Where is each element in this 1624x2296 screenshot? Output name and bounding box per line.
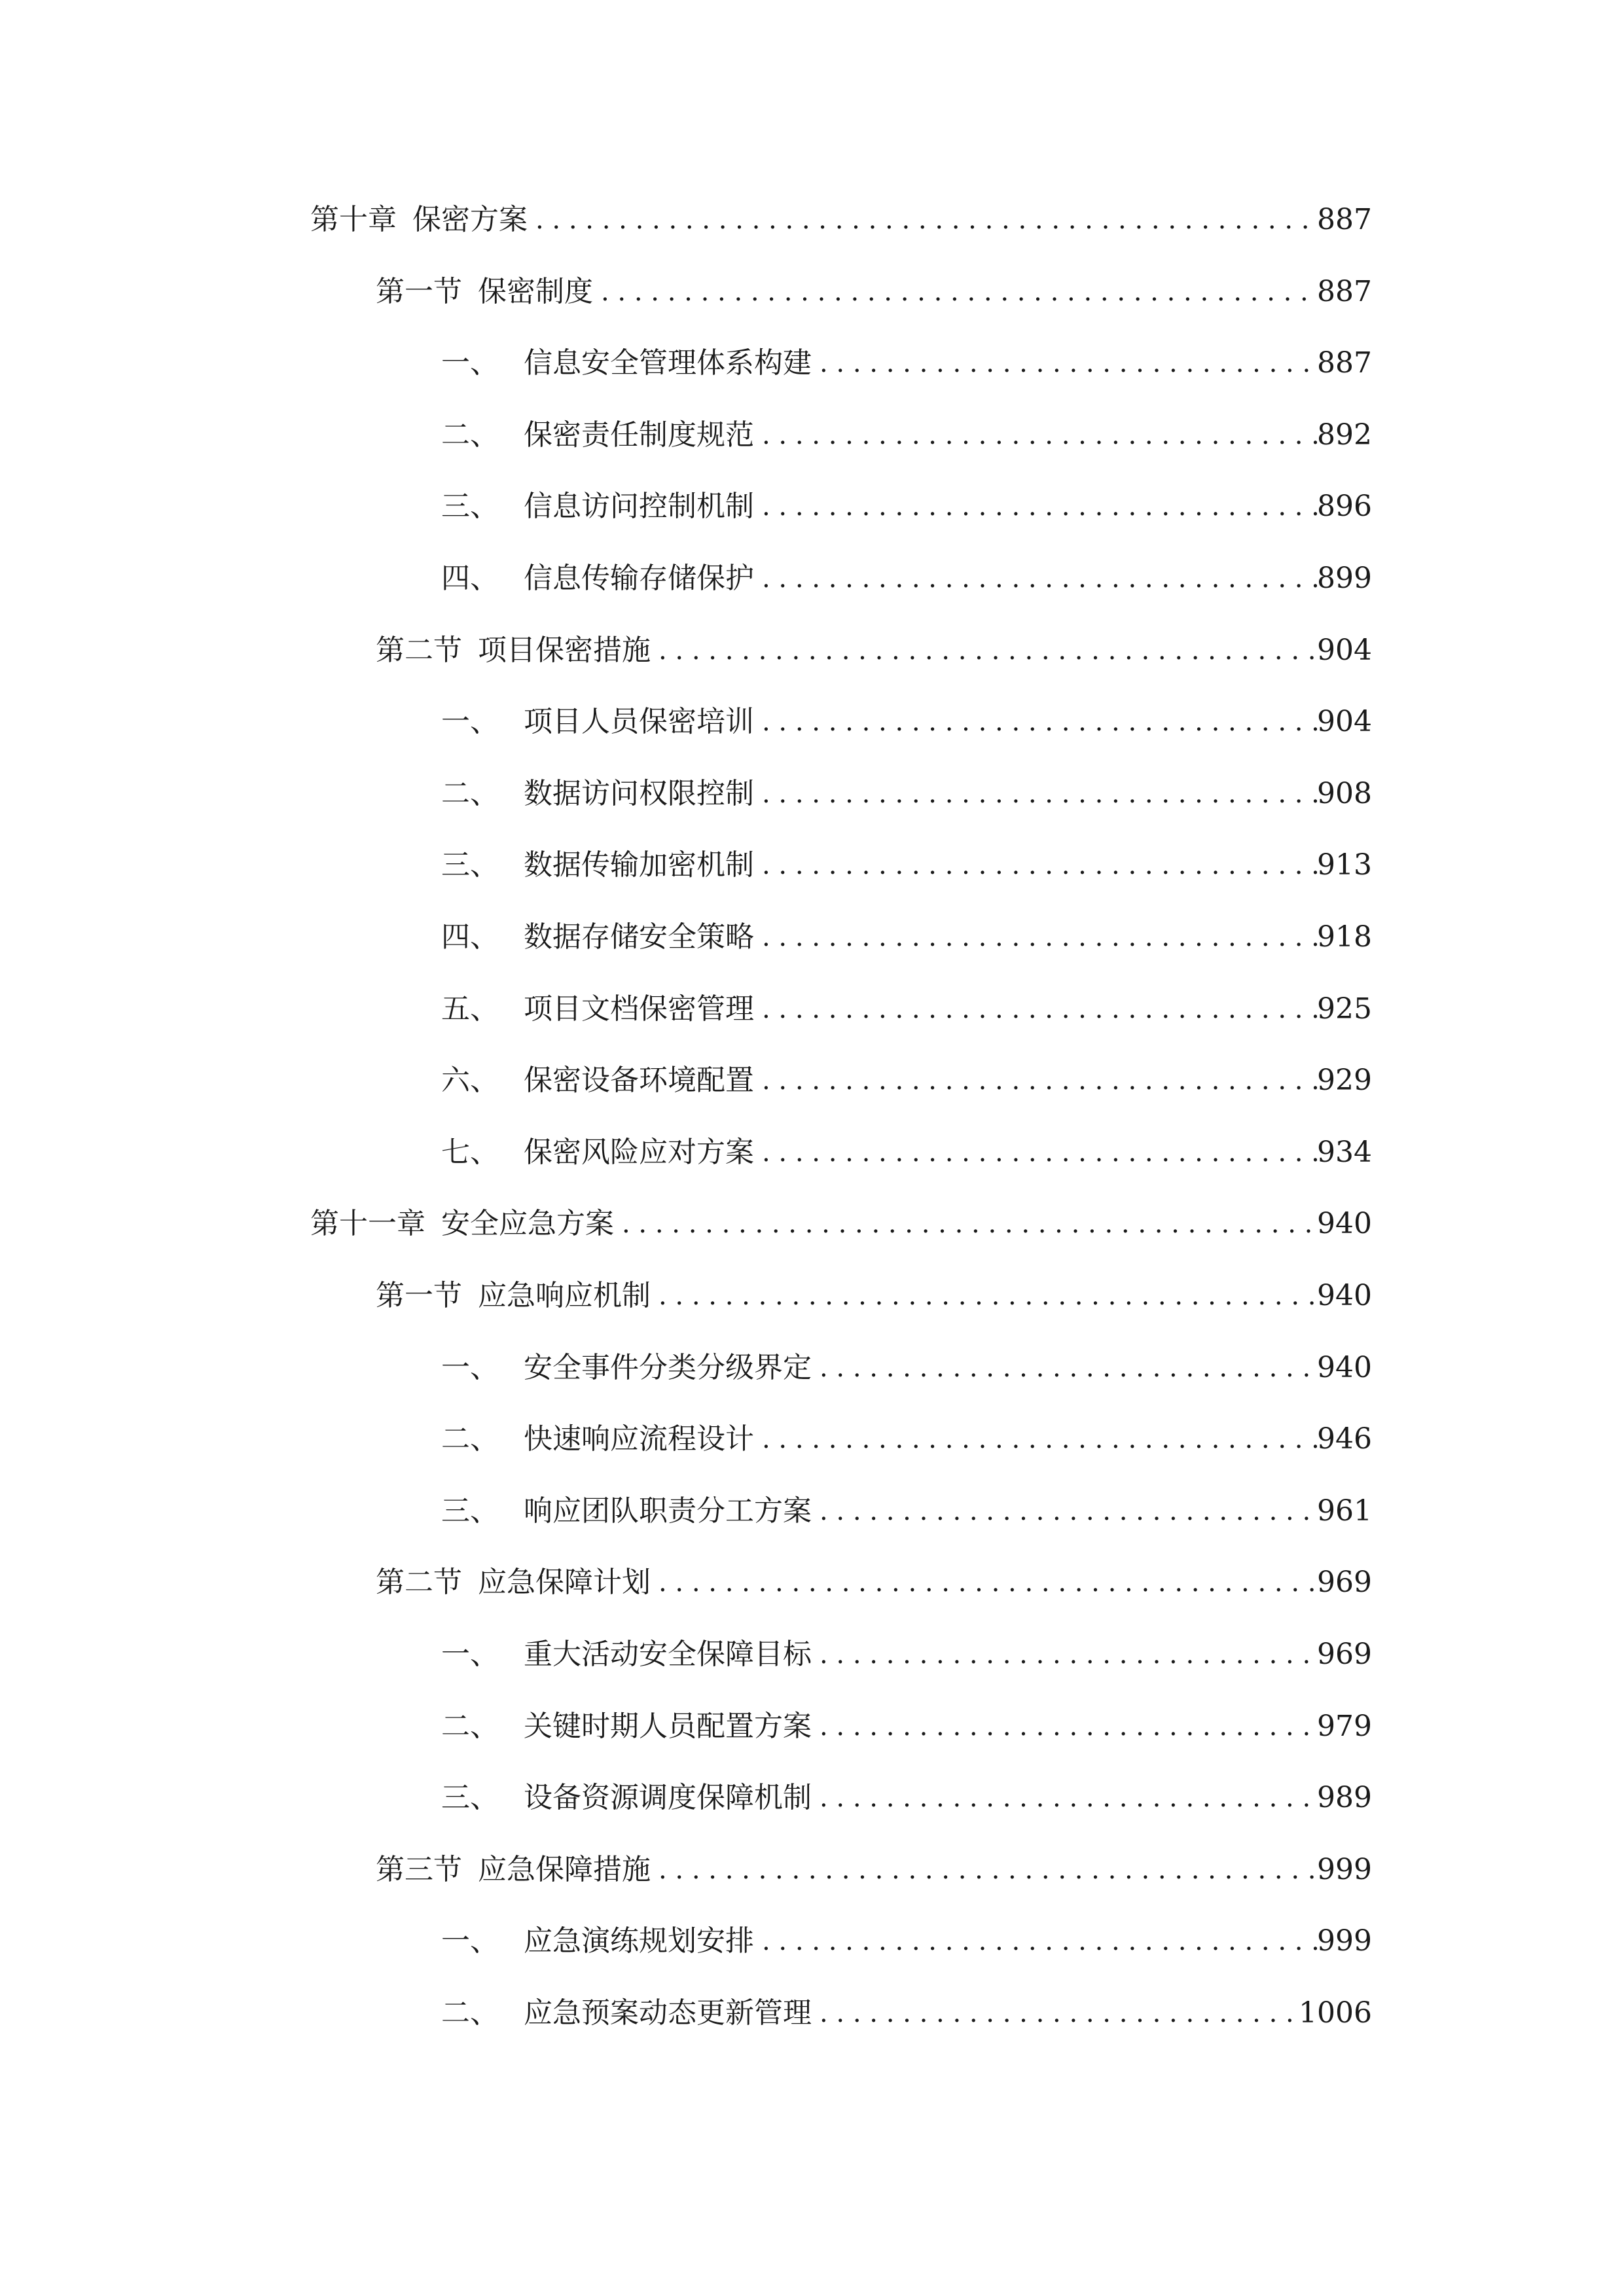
toc-entry-number: 一、: [441, 705, 499, 738]
toc-dot-leader: [528, 196, 1317, 243]
toc-entry-number: 三、: [441, 1494, 499, 1528]
toc-entry-page-number: 989: [1317, 1781, 1372, 1814]
toc-entry-page-number: 913: [1317, 848, 1372, 882]
toc-dot-leader: [651, 1846, 1317, 1893]
toc-entry-title: 应急预案动态更新管理: [524, 1996, 812, 2030]
toc-entry-page-number: 887: [1317, 346, 1372, 380]
toc-dot-leader: [754, 986, 1317, 1033]
toc-entry-title: 保密风险应对方案: [524, 1136, 754, 1169]
toc-entry-section[interactable]: [376, 627, 1372, 674]
toc-entry-number: 第十章: [310, 203, 397, 236]
toc-entry-title: 重大活动安全保障目标: [524, 1638, 812, 1671]
toc-entry-number: 第二节: [376, 1566, 462, 1599]
toc-entry-page-number: 940: [1317, 1207, 1372, 1240]
toc-entry-title: 安全事件分类分级界定: [524, 1351, 812, 1384]
toc-entry-title: 信息安全管理体系构建: [524, 346, 812, 380]
toc-entry-item[interactable]: [441, 1774, 1372, 1821]
toc-entry-page-number: 908: [1317, 777, 1372, 810]
toc-entry-title: 设备资源调度保障机制: [524, 1781, 812, 1814]
toc-dot-leader: [754, 1057, 1317, 1104]
toc-entry-page-number: 896: [1317, 490, 1372, 523]
toc-entry-page-number: 904: [1317, 705, 1372, 738]
toc-dot-leader: [593, 268, 1317, 315]
toc-entry-title: 保密责任制度规范: [524, 418, 754, 452]
toc-entry-page-number: 887: [1317, 275, 1372, 308]
toc-entry-item[interactable]: [441, 1918, 1372, 1965]
toc-entry-number: 六、: [441, 1064, 499, 1097]
toc-dot-leader: [812, 1703, 1317, 1750]
toc-entry-page-number: 892: [1317, 418, 1372, 452]
toc-dot-leader: [754, 914, 1317, 961]
toc-entry-number: 一、: [441, 346, 499, 380]
toc-entry-page-number: 999: [1317, 1924, 1372, 1958]
toc-dot-leader: [754, 842, 1317, 889]
toc-entry-page-number: 940: [1317, 1351, 1372, 1384]
toc-entry-title: 数据传输加密机制: [524, 848, 754, 882]
toc-entry-item[interactable]: [441, 1488, 1372, 1535]
toc-dot-leader: [651, 627, 1317, 674]
toc-entry-item[interactable]: [441, 1416, 1372, 1463]
toc-dot-leader: [754, 770, 1317, 817]
toc-entry-chapter[interactable]: [310, 1200, 1372, 1247]
toc-dot-leader: [812, 1488, 1317, 1535]
toc-dot-leader: [812, 340, 1317, 387]
toc-dot-leader: [812, 1631, 1317, 1678]
toc-entry-item[interactable]: [441, 1703, 1372, 1750]
toc-entry-page-number: 946: [1317, 1422, 1372, 1456]
toc-entry-title: 安全应急方案: [441, 1207, 614, 1240]
toc-entry-title: 信息传输存储保护: [524, 562, 754, 595]
toc-entry-page-number: 940: [1317, 1279, 1372, 1312]
toc-entry-title: 数据访问权限控制: [524, 777, 754, 810]
toc-entry-number: 一、: [441, 1924, 499, 1958]
toc-entry-item[interactable]: [441, 1990, 1372, 2037]
toc-dot-leader: [754, 1129, 1317, 1176]
toc-dot-leader: [754, 555, 1317, 602]
toc-dot-leader: [754, 483, 1317, 530]
toc-entry-page-number: 969: [1317, 1566, 1372, 1599]
toc-entry-title: 数据存储安全策略: [524, 920, 754, 954]
toc-entry-item[interactable]: [441, 698, 1372, 745]
toc-entry-item[interactable]: [441, 1344, 1372, 1391]
toc-entry-number: 二、: [441, 777, 499, 810]
toc-entry-number: 一、: [441, 1351, 499, 1384]
toc-entry-title: 快速响应流程设计: [524, 1422, 754, 1456]
toc-dot-leader: [754, 1918, 1317, 1965]
toc-entry-title: 应急响应机制: [478, 1279, 651, 1312]
toc-dot-leader: [754, 1416, 1317, 1463]
toc-entry-page-number: 918: [1317, 920, 1372, 954]
toc-dot-leader: [614, 1200, 1317, 1247]
toc-entry-number: 二、: [441, 418, 499, 452]
toc-entry-page-number: 999: [1317, 1853, 1372, 1886]
toc-entry-page-number: 1006: [1299, 1996, 1372, 2030]
toc-entry-title: 应急保障措施: [478, 1853, 651, 1886]
toc-dot-leader: [812, 1344, 1317, 1391]
toc-entry-number: 四、: [441, 920, 499, 954]
toc-dot-leader: [812, 1990, 1299, 2037]
toc-dot-leader: [651, 1272, 1317, 1319]
toc-entry-number: 三、: [441, 848, 499, 882]
toc-entry-title: 项目保密措施: [478, 634, 651, 667]
toc-entry-item[interactable]: [441, 412, 1372, 459]
toc-entry-title: 保密制度: [478, 275, 593, 308]
toc-entry-item[interactable]: [441, 1129, 1372, 1176]
toc-entry-title: 关键时期人员配置方案: [524, 1710, 812, 1743]
toc-entry-number: 第一节: [376, 1279, 462, 1312]
toc-entry-page-number: 969: [1317, 1638, 1372, 1671]
toc-entry-title: 应急演练规划安排: [524, 1924, 754, 1958]
toc-entry-item[interactable]: [441, 1057, 1372, 1104]
toc-entry-number: 五、: [441, 992, 499, 1026]
toc-entry-number: 第十一章: [310, 1207, 425, 1240]
toc-entry-item[interactable]: [441, 770, 1372, 817]
toc-entry-item[interactable]: [441, 914, 1372, 961]
toc-entry-section[interactable]: [376, 268, 1372, 315]
toc-entry-page-number: 904: [1317, 634, 1372, 667]
toc-entry-number: 二、: [441, 1422, 499, 1456]
toc-entry-page-number: 934: [1317, 1136, 1372, 1169]
toc-entry-title: 项目人员保密培训: [524, 705, 754, 738]
toc-dot-leader: [651, 1559, 1317, 1606]
toc-entry-number: 第三节: [376, 1853, 462, 1886]
toc-dot-leader: [754, 412, 1317, 459]
toc-entry-title: 项目文档保密管理: [524, 992, 754, 1026]
toc-entry-item[interactable]: [441, 842, 1372, 889]
toc-entry-number: 一、: [441, 1638, 499, 1671]
toc-entry-number: 二、: [441, 1996, 499, 2030]
toc-entry-item[interactable]: [441, 555, 1372, 602]
toc-entry-section[interactable]: [376, 1559, 1372, 1606]
toc-entry-number: 四、: [441, 562, 499, 595]
toc-entry-number: 第一节: [376, 275, 462, 308]
toc-entry-section[interactable]: [376, 1272, 1372, 1319]
toc-entry-title: 保密设备环境配置: [524, 1064, 754, 1097]
toc-entry-item[interactable]: [441, 986, 1372, 1033]
toc-entry-number: 七、: [441, 1136, 499, 1169]
toc-entry-number: 第二节: [376, 634, 462, 667]
toc-entry-number: 二、: [441, 1710, 499, 1743]
toc-entry-item[interactable]: [441, 483, 1372, 530]
toc-entry-number: 三、: [441, 490, 499, 523]
toc-entry-chapter[interactable]: [310, 196, 1372, 243]
toc-entry-item[interactable]: [441, 340, 1372, 387]
toc-dot-leader: [754, 698, 1317, 745]
toc-entry-page-number: 887: [1317, 203, 1372, 236]
toc-entry-page-number: 899: [1317, 562, 1372, 595]
toc-entry-number: 三、: [441, 1781, 499, 1814]
toc-entry-title: 响应团队职责分工方案: [524, 1494, 812, 1528]
toc-entry-title: 保密方案: [412, 203, 528, 236]
toc-entry-page-number: 979: [1317, 1710, 1372, 1743]
toc-entry-item[interactable]: [441, 1631, 1372, 1678]
toc-entry-title: 信息访问控制机制: [524, 490, 754, 523]
toc-dot-leader: [812, 1774, 1317, 1821]
toc-entry-title: 应急保障计划: [478, 1566, 651, 1599]
toc-entry-section[interactable]: [376, 1846, 1372, 1893]
toc-entry-page-number: 929: [1317, 1064, 1372, 1097]
toc-entry-page-number: 961: [1317, 1494, 1372, 1528]
toc-entry-page-number: 925: [1317, 992, 1372, 1026]
